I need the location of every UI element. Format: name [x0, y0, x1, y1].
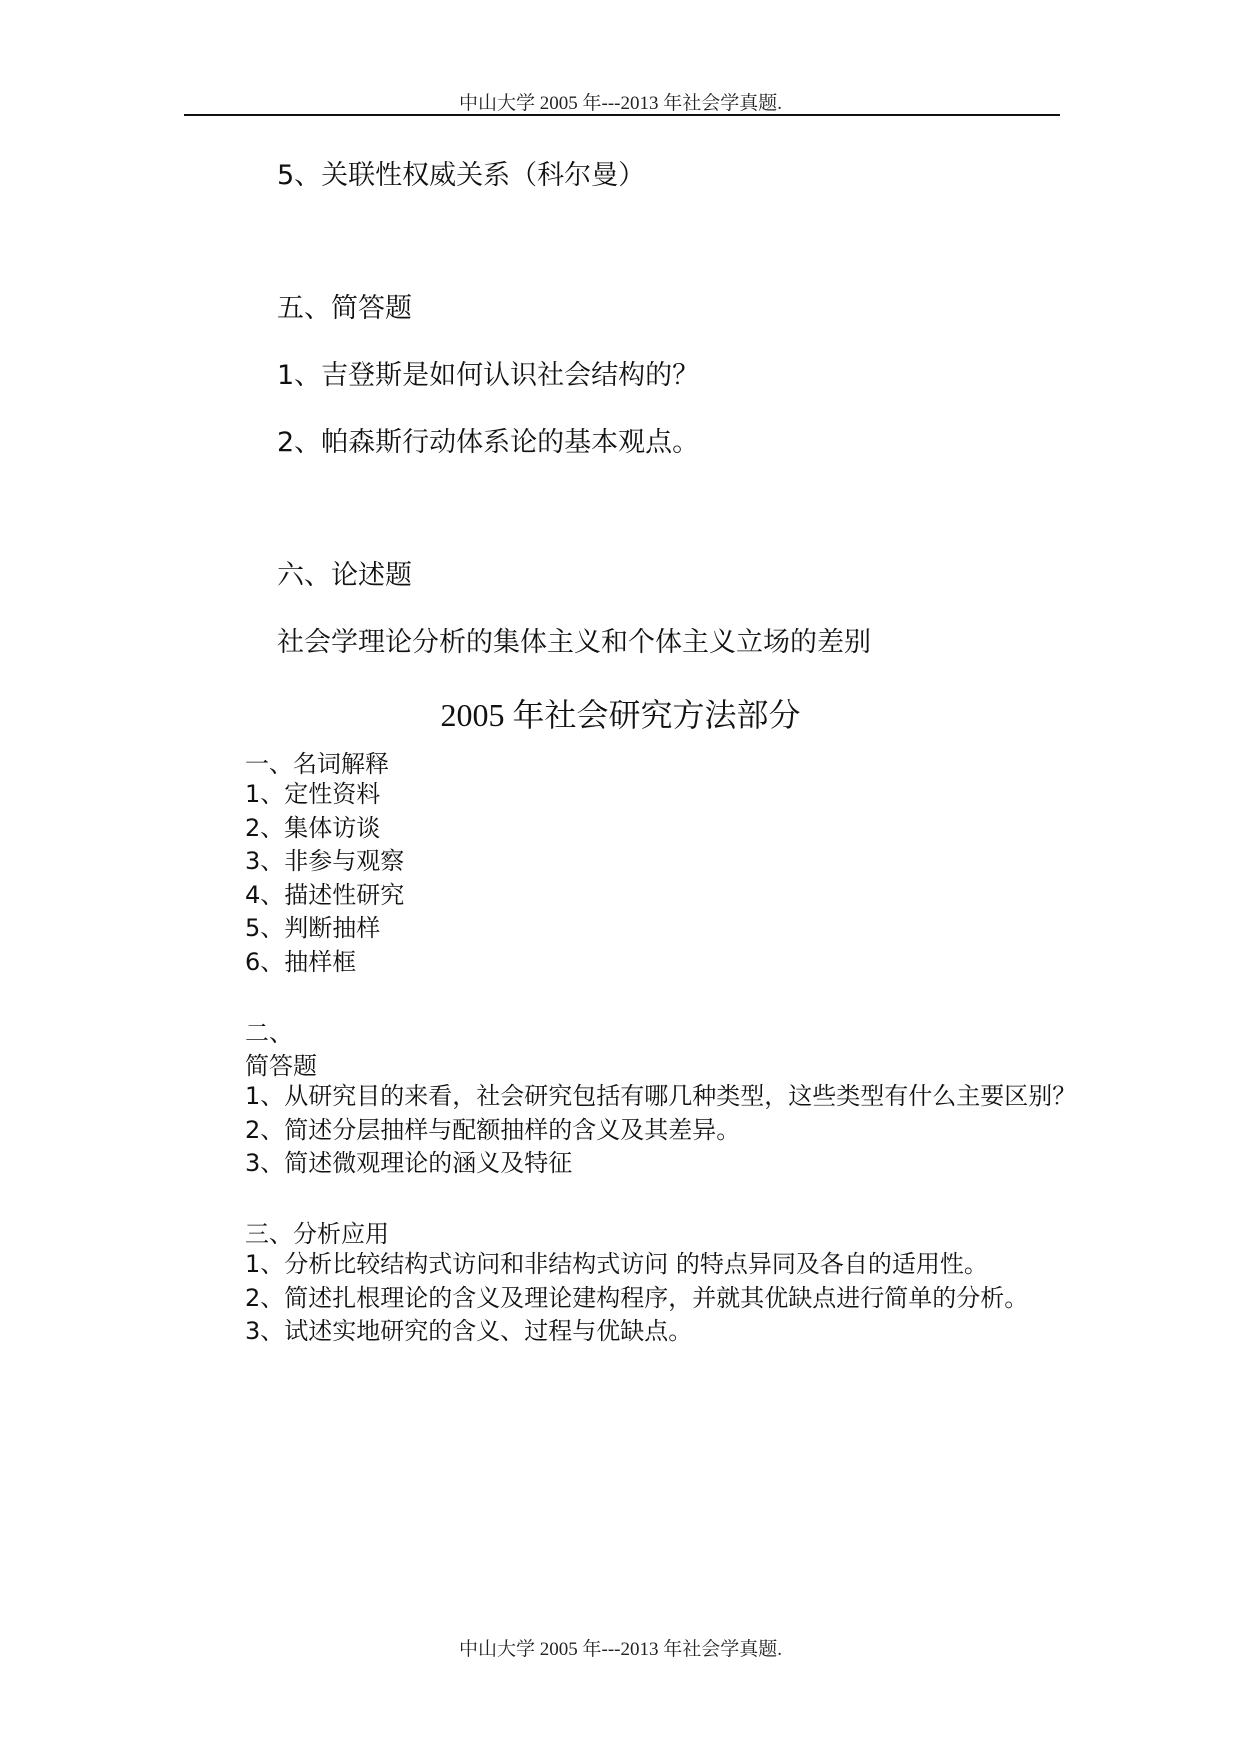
methods-section-2-number: 二、 [245, 1019, 293, 1047]
methods-section-1-title: 一、名词解释 [245, 750, 389, 778]
list-item: 6、抽样框 [245, 947, 357, 976]
list-item: 3、简述微观理论的涵义及特征 [245, 1149, 573, 1177]
methods-section-2-title: 简答题 [245, 1052, 317, 1080]
list-item: 3、非参与观察 [245, 847, 405, 875]
methods-section-1-list [245, 778, 404, 979]
list-item: 1、从研究目的来看，社会研究包括有哪几种类型，这些类型有什么主要区别？ [245, 1082, 1077, 1110]
section-6-title: 六、论述题 [277, 560, 412, 591]
section-5-item-2: 2、帕森斯行动体系论的基本观点。 [277, 427, 700, 458]
header-rule [184, 114, 1060, 116]
list-item: 2、简述扎根理论的含义及理论建构程序，并就其优缺点进行简单的分析。 [245, 1283, 1029, 1312]
page-footer: 中山大学 2005 年---2013 年社会学真题. [459, 1639, 782, 1660]
methods-part-title: 2005 年社会研究方法部分 [440, 697, 801, 733]
methods-section-3-title: 三、分析应用 [245, 1220, 389, 1248]
list-item: 3、试述实地研究的含义、过程与优缺点。 [245, 1317, 693, 1345]
list-item: 4、描述性研究 [245, 880, 405, 909]
section-5-title: 五、简答题 [277, 293, 412, 324]
methods-section-2-list [245, 1080, 1076, 1181]
list-item: 2、集体访谈 [245, 813, 381, 842]
methods-section-3-list [245, 1248, 1028, 1349]
list-item: 1、分析比较结构式访问和非结构式访问 的特点异同及各自的适用性。 [245, 1250, 988, 1278]
list-item: 5、判断抽样 [245, 914, 381, 942]
list-item: 1、定性资料 [245, 780, 381, 808]
list-item: 2、简述分层抽样与配额抽样的含义及其差异。 [245, 1115, 741, 1144]
section-5-item-1: 1、吉登斯是如何认识社会结构的？ [277, 360, 700, 391]
theory-item-5: 5、关联性权威关系（科尔曼） [277, 160, 646, 191]
page-header: 中山大学 2005 年---2013 年社会学真题. [459, 93, 782, 114]
section-6-item-1: 社会学理论分析的集体主义和个体主义立场的差别 [277, 627, 871, 658]
